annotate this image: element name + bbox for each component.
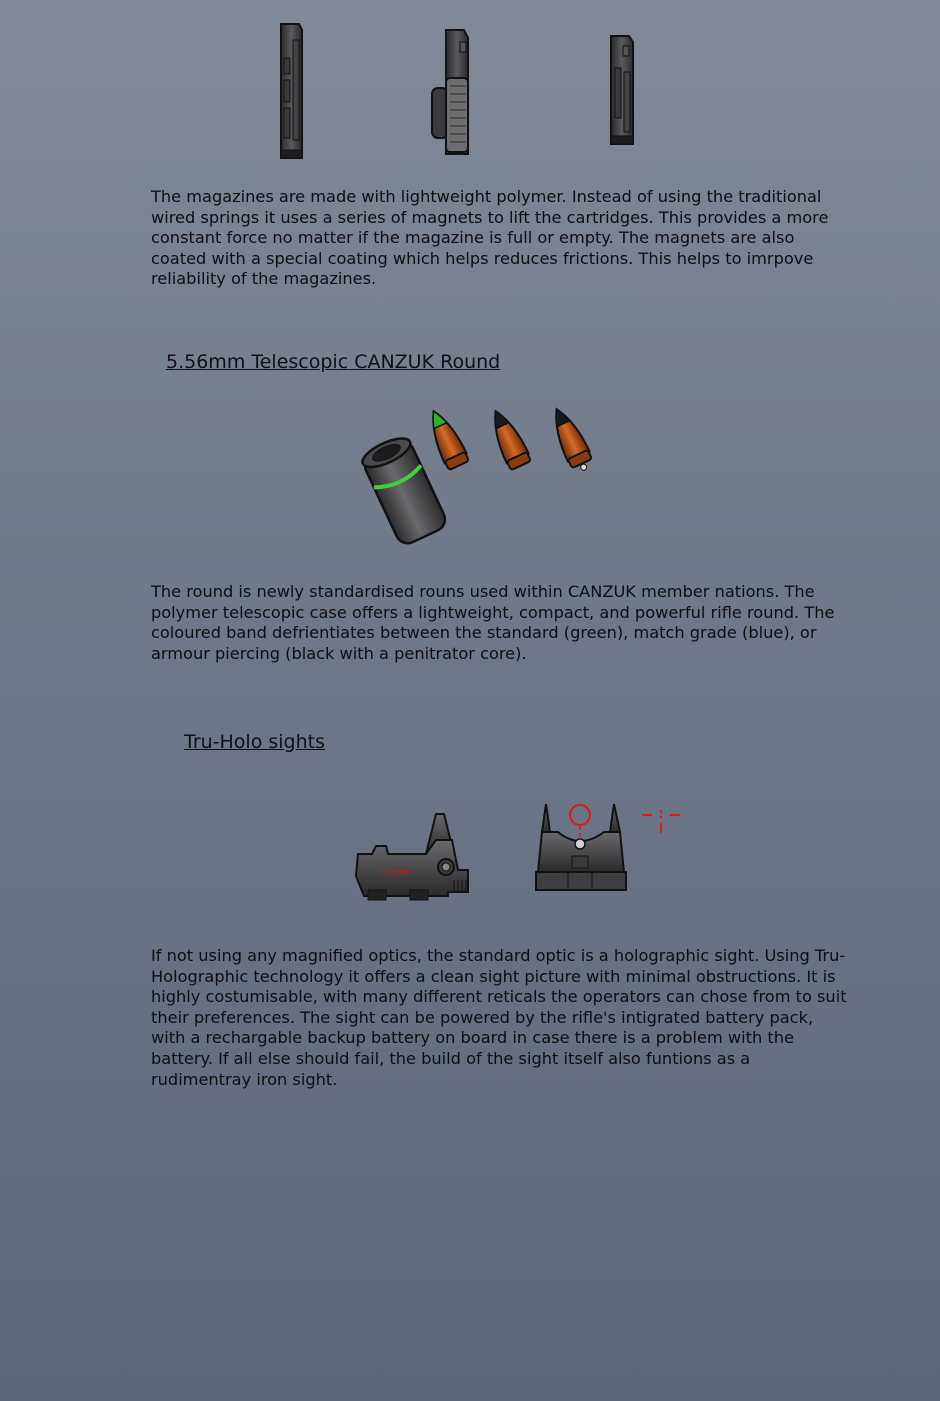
bullet-illustration: [482, 404, 538, 480]
round-description: The round is newly standardised rouns used within CANZUK member nations. The polymer telescopic case offers a lightweight, compact, and powerful rifle round. The coloured band defrientiates between the standard (green), match grade (blue), or armour piercing (black with a penitrator core).: [151, 582, 835, 663]
sight-rear-illustration: [534, 798, 628, 896]
bullet-illustration: [543, 402, 599, 478]
magazines-description: The magazines are made with lightweight polymer. Instead of using the traditional wired springs it uses a series of magnets to lift the cartridges. This provides a more constant force no matter if the magazine is full or empty. The magnets are also coated with a special coating which helps reduces frictions. This helps to imrpove reliability of the magazines.: [151, 187, 829, 289]
magazine-drum-illustration: [428, 26, 476, 158]
sights-description: If not using any magnified optics, the standard optic is a holographic sight. Using Tru-Holographic technology it offers a clean sight picture with minimal obstructions. It is highly costumisable, with many different reticals the operators can chose from to suit their preferences. The sight can be powered by the rifle's intigrated battery pack, with a rechargable backup battery on board in case there is a problem with the battery. If all else should fail, the build of the sight itself also funtions as a rudimentray iron sight.: [151, 946, 847, 1089]
round-heading: 5.56mm Telescopic CANZUK Round: [166, 351, 501, 373]
magazine-short-illustration: [607, 32, 643, 148]
sights-heading: Tru-Holo sights: [184, 731, 326, 753]
sight-side-illustration: [344, 810, 480, 904]
svg-text:Tru-Holo: Tru-Holo: [381, 868, 410, 876]
reticle-illustration: [638, 806, 684, 836]
bullet-illustration: [420, 404, 476, 480]
magazine-straight-illustration: [276, 20, 312, 162]
